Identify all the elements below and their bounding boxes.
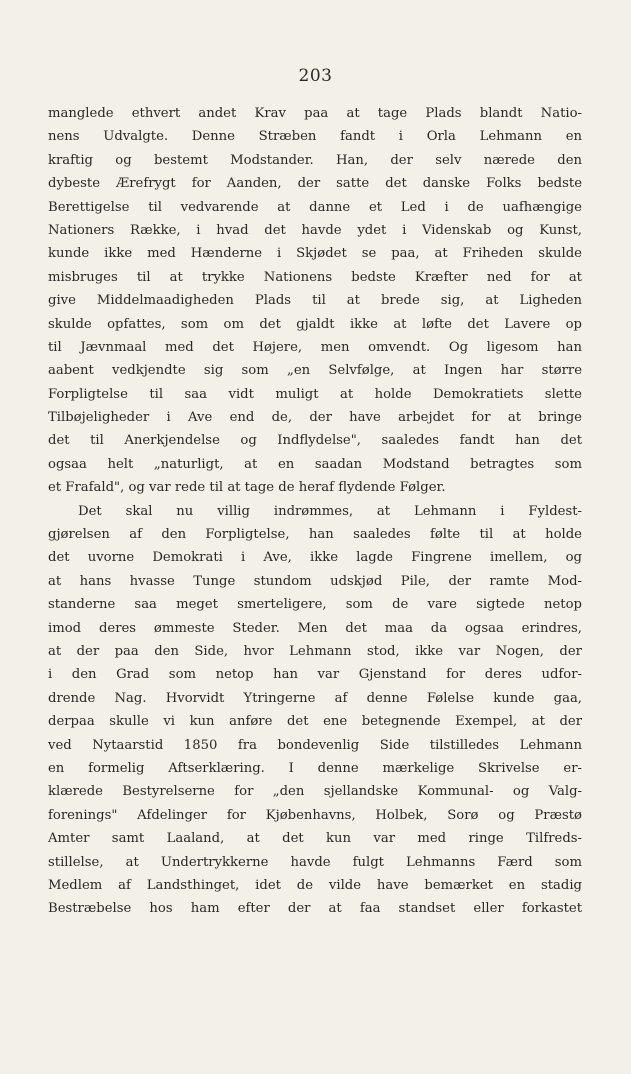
text-line: manglede ethvert andet Krav paa at tage Plads blandt Natio- bbox=[48, 106, 582, 121]
text-line: Berettigelse til vedvarende at danne et Led i de uafhængige bbox=[48, 199, 582, 215]
text-line: imod deres ømmeste Steder. Men det maa da ogsaa erindres, bbox=[48, 620, 582, 636]
text-line: stillelse, at Undertrykkerne havde fulgt Lehmanns Færd som bbox=[48, 854, 582, 870]
text-line: ogsaa helt „naturligt, at en saadan Modstand betragtes som bbox=[48, 456, 582, 472]
text-line: i den Grad som netop han var Gjenstand for deres udfor- bbox=[48, 667, 582, 683]
text-line: Det skal nu villig indrømmes, at Lehmann i Fyldest- bbox=[78, 503, 582, 519]
text-line: til Jævnmaal med det Højere, men omvendt. Og ligesom han bbox=[48, 339, 582, 355]
text-line: Tilbøjeligheder i Ave end de, der have arbejdet for at bringe bbox=[48, 410, 582, 426]
text-line: gjørelsen af den Forpligtelse, han saaledes følte til at holde bbox=[48, 527, 582, 543]
text-line: dybeste Ærefrygt for Aanden, der satte det danske Folks bedste bbox=[48, 176, 582, 192]
text-line: give Middelmaadigheden Plads til at brede sig, at Ligheden bbox=[48, 293, 582, 309]
text-line: standerne saa meget smerteligere, som de vare sigtede netop bbox=[48, 597, 582, 613]
text-line: kraftig og bestemt Modstander. Han, der selv nærede den bbox=[48, 152, 582, 168]
text-line: Amter samt Laaland, at det kun var med ringe Tilfreds- bbox=[48, 831, 582, 847]
text-line: aabent vedkjendte sig som „en Selvfølge, at Ingen har større bbox=[48, 363, 582, 379]
text-line: at hans hvasse Tunge stundom udskjød Pile, der ramte Mod- bbox=[48, 573, 582, 589]
text-line: skulde opfattes, som om det gjaldt ikke at løfte det Lavere op bbox=[48, 316, 582, 332]
text-line: Nationers Række, i hvad det havde ydet i Videnskab og Kunst, bbox=[48, 222, 582, 238]
text-line: derpaa skulle vi kun anføre det ene betegnende Exempel, at der bbox=[48, 714, 582, 730]
text-line: et Frafald", og var rede til at tage de heraf flydende Følger. bbox=[48, 480, 446, 496]
text-line: at der paa den Side, hvor Lehmann stod, ikke var Nogen, der bbox=[48, 643, 582, 659]
text-line: Forpligtelse til saa vidt muligt at holde Demokratiets slette bbox=[48, 386, 582, 402]
text-line: drende Nag. Hvorvidt Ytringerne af denne Følelse kunde gaa, bbox=[48, 690, 582, 706]
text-line: ved Nytaarstid 1850 fra bondevenlig Side tilstilledes Lehmann bbox=[48, 737, 582, 753]
body-text bbox=[48, 102, 582, 921]
text-line: en formelig Aftserklæring. I denne mærkelige Skrivelse er- bbox=[48, 760, 582, 776]
paragraph-2 bbox=[48, 500, 582, 921]
text-line: det til Anerkjendelse og Indflydelse", saaledes fandt han det bbox=[48, 433, 582, 449]
text-line: forenings" Afdelinger for Kjøbenhavns, Holbek, Sorø og Præstø bbox=[48, 807, 582, 823]
text-line: kunde ikke med Hænderne i Skjødet se paa, at Friheden skulde bbox=[48, 246, 582, 262]
text-line: klærede Bestyrelserne for „den sjellandske Kommunal- og Valg- bbox=[48, 784, 582, 800]
page-number: 203 bbox=[298, 66, 333, 86]
paragraph-1 bbox=[48, 102, 582, 500]
text-line: misbruges til at trykke Nationens bedste Kræfter ned for at bbox=[48, 269, 582, 285]
text-line: det uvorne Demokrati i Ave, ikke lagde Fingrene imellem, og bbox=[48, 550, 582, 566]
text-line: Medlem af Landsthinget, idet de vilde have bemærket en stadig bbox=[48, 877, 582, 893]
text-line: nens Udvalgte. Denne Stræben fandt i Orla Lehmann en bbox=[48, 129, 582, 145]
text-line: Bestræbelse hos ham efter der at faa standset eller forkastet bbox=[48, 901, 582, 917]
